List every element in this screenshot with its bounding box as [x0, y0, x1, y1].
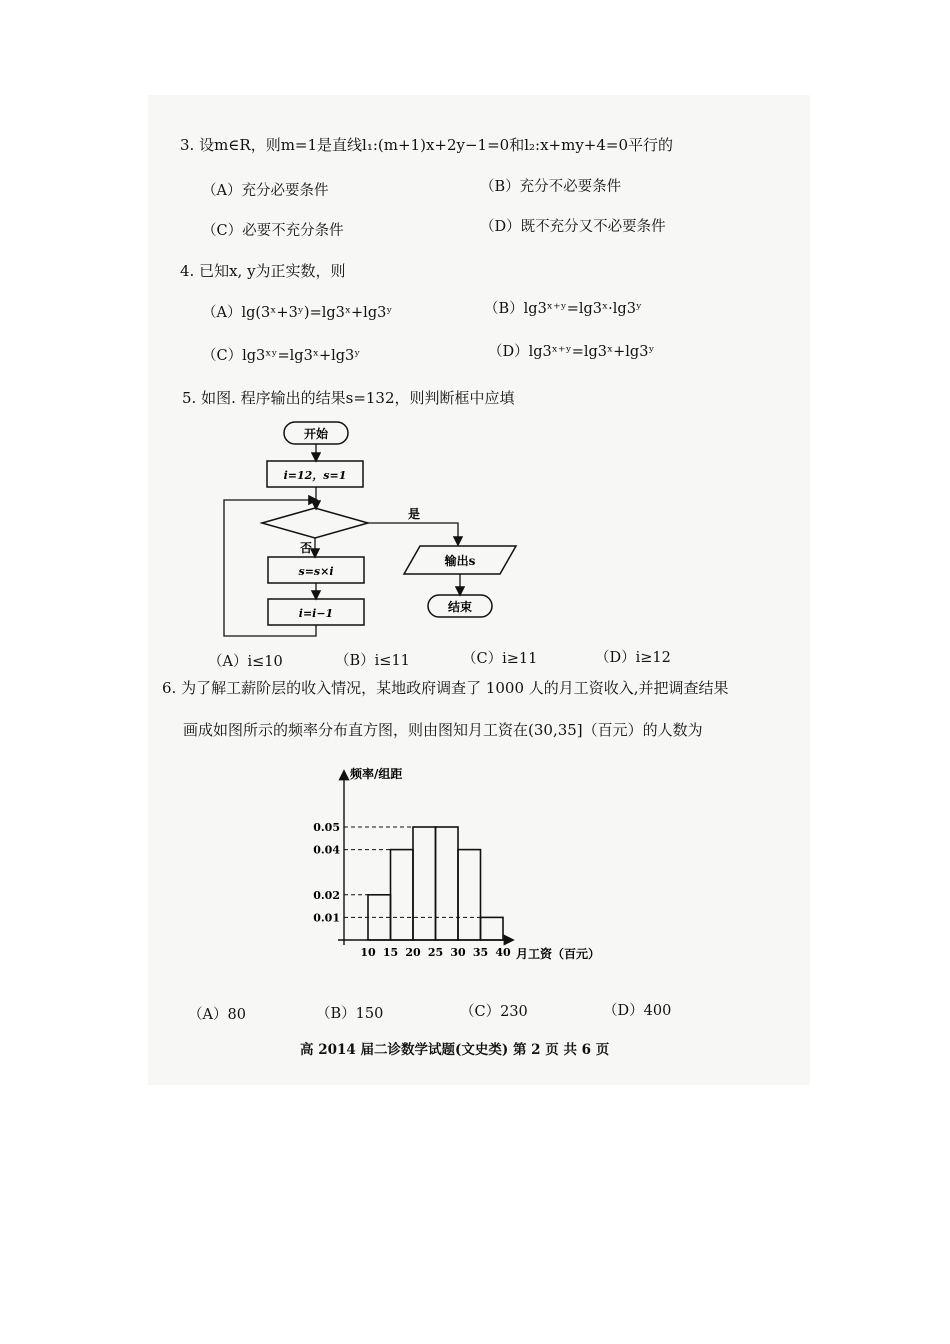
q3-option-c: （C）必要不充分条件 [202, 223, 344, 239]
flow-output-label: 输出s [444, 554, 476, 568]
x-tick-label: 20 [405, 946, 421, 959]
q6-option-c: （C）230 [460, 1004, 528, 1020]
q4-option-d: （D）lg3ˣ⁺ʸ=lg3ˣ+lg3ʸ [488, 344, 655, 360]
q5-option-d: （D）i≥12 [595, 650, 671, 666]
q4-stem: 4. 已知x, y为正实数，则 [180, 262, 346, 280]
q3-option-d: （D）既不充分又不必要条件 [480, 219, 666, 235]
flow-start-label: 开始 [303, 427, 329, 441]
q3-option-b: （B）充分不必要条件 [480, 179, 622, 195]
q5-stem: 5. 如图. 程序输出的结果s=132，则判断框中应填 [182, 389, 515, 407]
x-tick-label: 30 [450, 946, 466, 959]
x-tick-label: 25 [427, 946, 444, 959]
q5-option-a: （A）i≤10 [208, 654, 283, 670]
flow-no-label: 否 [300, 541, 313, 555]
y-axis-title: 频率/组距 [350, 767, 403, 781]
q4-option-c: （C）lg3ˣʸ=lg3ˣ+lg3ʸ [202, 348, 361, 364]
histogram-bar [481, 917, 504, 940]
y-tick-label: 0.01 [313, 911, 340, 925]
flow-multiply-label: s=s×i [298, 565, 334, 578]
x-tick-label: 35 [472, 946, 489, 959]
flow-yes-label: 是 [408, 507, 421, 521]
q6-stem-line2: 画成如图所示的频率分布直方图，则由图知月工资在(30,35]（百元）的人数为 [183, 721, 703, 739]
histogram-bar [436, 827, 459, 940]
y-tick-label: 0.02 [313, 888, 340, 902]
flow-end-label: 结束 [447, 600, 473, 614]
q6-option-b: （B）150 [316, 1006, 384, 1022]
histogram-bar [413, 827, 436, 940]
q6-stem-line1: 6. 为了解工薪阶层的收入情况，某地政府调查了 1000 人的月工资收入,并把调查结果 [162, 679, 729, 697]
q5-option-b: （B）i≤11 [335, 653, 410, 669]
y-tick-label: 0.05 [313, 821, 340, 834]
q5-option-c: （C）i≥11 [462, 651, 538, 667]
q4-option-a: （A）lg(3ˣ+3ʸ)=lg3ˣ+lg3ʸ [202, 305, 393, 321]
x-tick-label: 10 [360, 946, 376, 959]
q6-option-a: （A）80 [188, 1007, 246, 1023]
y-tick-label: 0.04 [313, 843, 340, 857]
flow-decrement-label: i=i−1 [298, 607, 334, 620]
x-axis-title: 月工资（百元） [516, 947, 601, 961]
q4-option-b: （B）lg3ˣ⁺ʸ=lg3ˣ·lg3ʸ [484, 301, 643, 317]
flow-init-label: i=12，s=1 [283, 469, 347, 482]
q6-option-d: （D）400 [603, 1003, 672, 1019]
q3-option-a: （A）充分必要条件 [202, 183, 329, 199]
histogram-bar [391, 850, 414, 940]
x-tick-label: 40 [495, 946, 511, 959]
x-tick-label: 15 [382, 946, 399, 959]
page-footer: 高 2014 届二诊数学试题(文史类) 第 2 页 共 6 页 [300, 1042, 610, 1058]
histogram-bar [458, 850, 481, 940]
q3-stem: 3. 设m∈R，则m=1是直线l₁:(m+1)x+2y−1=0和l₂:x+my+4=0平行的 [180, 136, 674, 154]
